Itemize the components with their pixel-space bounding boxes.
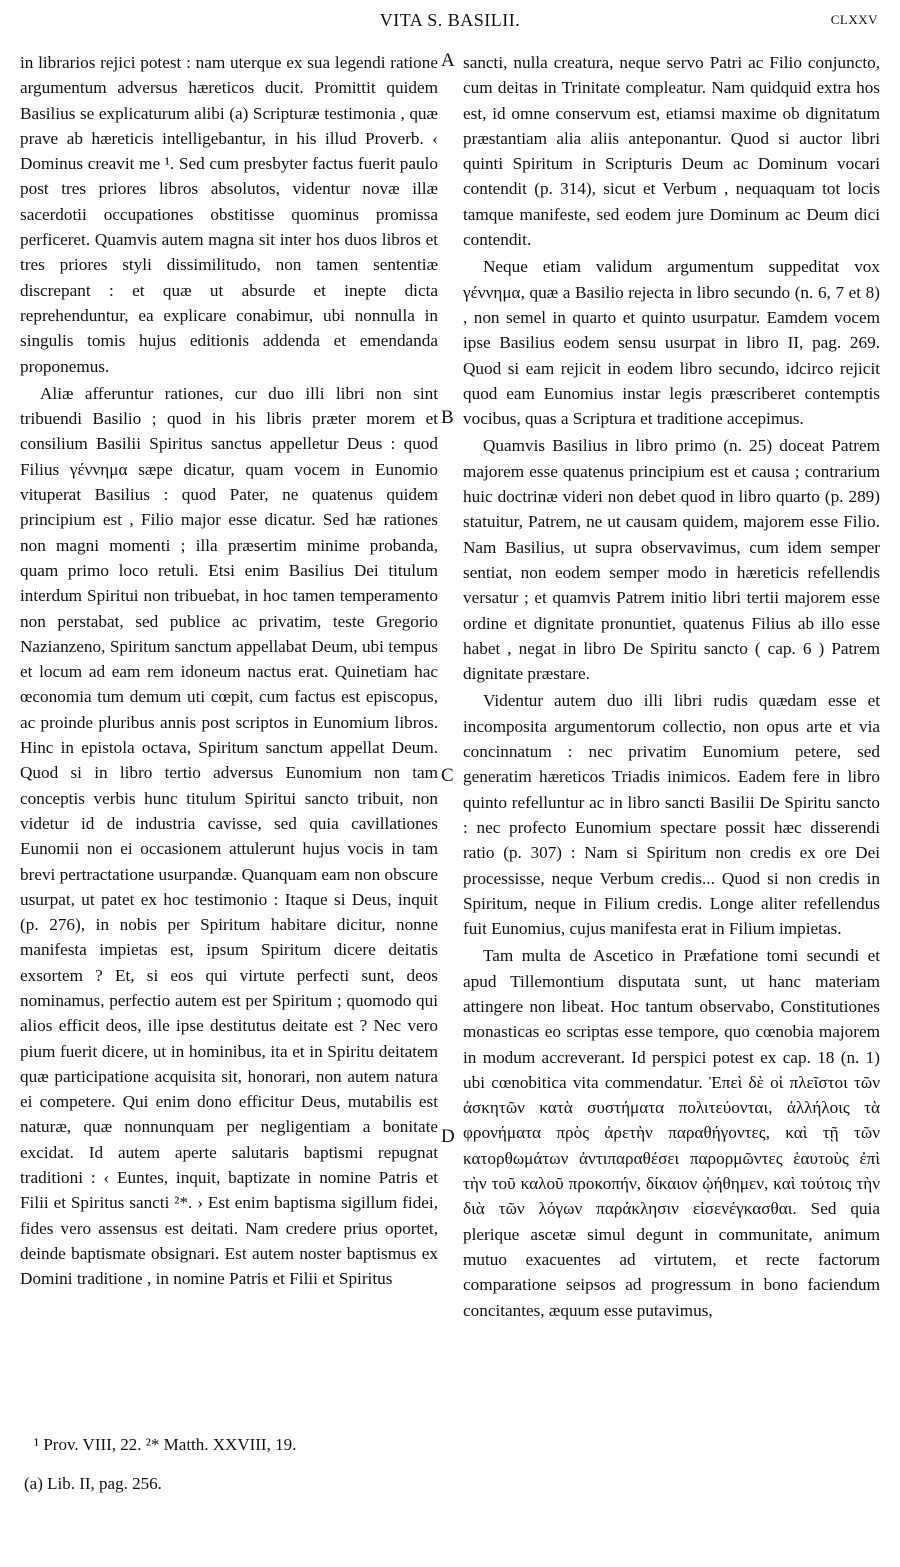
footnote-references: ¹ Prov. VIII, 22. ²* Matth. XXVIII, 19. [34,1435,297,1454]
paragraph: Videntur autem duo illi libri rudis quædam esse et incomposita argumentorum collectio, non opus arte et via concinnatum : nec privatim Eunomium petere, sed generatim hæreticos Triadis inimicos. Eadem fere in libro quinto refelluntur ac in libro sancti Basilii De Spiritu sancto : nec profecto Eunomium spectare possit hæc disserendi ratio (p. 307) : Nam si Spiritum non credis ex ore Dei processisse, neque Verbum credis... Quod si non credis in Spiritum, neque in Filium credis. Longe aliter refellendus fuit Eunomius, cujus manifesta erat in Filium impietas. [463,691,880,939]
margin-marker-a: A [441,50,455,71]
paragraph: Neque etiam validum argumentum suppeditat vox γέννημα, quæ a Basilio rejecta in libro secundo (n. 6, 7 et 8) , non semel in quarto et quinto usurpatur. Eamdem vocem ipse Basilius eodem sensu usurpat in libro II, pag. 269. Quod si eam rejicit in eodem libro secundo, idcirco rejicit quod eam Eunomius instar legis præscriberet contemptis vocibus, quas a Scriptura et traditione accepimus. [463,257,880,429]
page-header [0,0,900,40]
margin-marker-d: D [441,1126,455,1147]
paragraph: in librarios rejici potest : nam uterque ex sua legendi ratione argumentum adversus hæreticos ducit. Promittit quidem Basilius se explicaturum alibi (a) Scripturæ testimonia , quæ prave ab hæreticis intelligebantur, in his illud Proverb. ‹ Dominus creavit me ¹. Sed cum presbyter factus fuerit paulo post tres priores libros absolutos, videntur novæ illæ sacerdotii occupationes obstitisse quominus promissa perficeret. Quamvis autem magna sit inter hos duos libros et tres priores styli dissimilitudo, non tamen sententiæ discrepant : et quæ ut absurde et inepte dicta reprehenduntur, ea explicare conabimur, ubi nonnulla in singulis tomis hujus editionis addenda et emendanda proponemus. [20,53,438,376]
running-title: VITA S. BASILII. [379,10,521,30]
folio-number: CLXXV [830,12,878,27]
paragraph: Quamvis Basilius in libro primo (n. 25) doceat Patrem majorem esse quatenus principium est et causa ; contrarium huic doctrinæ videri non debet quod in libro quarto (p. 289) statuitur, Patrem, ne ut causam quidem, majorem esse Filio. Nam Basilius, ut supra observavimus, cum idem semper sentiat, non eodem semper modo in hæreticis refellendis versatur ; et quamvis Patrem initio libri tertii majorem esse ordine et dignitate pronuntiet, quatenus Filius ab illo esse habet , negat in libro De Spiritu sancto ( cap. 6 ) Patrem dignitate præstare. [463,436,880,684]
margin-marker-c: C [441,765,454,786]
margin-marker-b: B [441,407,454,428]
footnote-source: (a) Lib. II, pag. 256. [24,1474,162,1493]
paragraph: sancti, nulla creatura, neque servo Patri ac Filio conjuncto, cum deitas in Trinitate compleatur. Nam quidquid extra hos est, id omne conservum est, etiamsi maxime ob dignitatum præstantiam alia aliis anteponantur. Quod si auctor libri quinti Spiritum in Scripturis Deum ac Dominum vocari contendit (p. 314), sicut et Verbum , nequaquam tot locis tamque manifeste, sed eodem jure Dominum ac Deum dici contendit. [463,53,880,250]
right-column [463,50,880,1323]
paragraph: Tam multa de Ascetico in Præfatione tomi secundi et apud Tillemontium disputata sunt, ut hanc materiam attingere non libeat. Hoc tantum observabo, Constitutiones monasticas eo scriptas esse tempore, quo cœnobia majorem in modum accreverant. Id perspici potest ex cap. 18 (n. 1) ubi cœnobitica vita commendatur. Ἐπεὶ δὲ οἱ πλεῖστοι τῶν ἀσκητῶν κατὰ συστήματα πολιτεύονται, ἀλλήλοις τὰ φρονήματα πρὸς ἀρετὴν παραθήγοντες, καὶ τῇ τῶν κατορθωμάτων ἀντιπαραθέσει παρορμῶντες ἑαυτοὺς ἐπὶ τὴν τοῦ καλοῦ προκοπήν, δίκαιον ᾠήθημεν, καὶ τούτοις τὴν διὰ τῶν λόγων παράκλησιν εἰσενέγκασθαι. Sed quia plerique ascetæ simul degunt in communitate, animum mutuo exacuentes ad virtutem, et recte factorum comparatione seipsos ad progressum in bono faciendum concitantes, æquum esse putavimus, [463,946,880,1320]
paragraph: Aliæ afferuntur rationes, cur duo illi libri non sint tribuendi Basilio ; quod in his libris præter morem et consilium Basilii Spiritus sanctus appelletur Deus : quod Filius γέννημα sæpe dicatur, quam vocem in Eunomio vituperat Basilius : quod Pater, ne quatenus quidem principium est , Filio major esse dicatur. Sed hæ rationes non magni momenti ; illa præsertim minime probanda, quam primo loco retuli. Etsi enim Basilius Dei titulum interdum Spiritui non tribuebat, in hoc tamen temperamento non perstabat, sed publice ac privatim, teste Gregorio Nazianzeno, Spiritum sanctum appellabat Deum, ubi tempus et locum ad eam rem idoneum nactus erat. Quinetiam hac œconomia tum demum uti cœpit, cum factus est episcopus, ac proinde pluribus annis post scriptos in Eunomium libros. Hinc in epistola octava, Spiritum sanctum appellat Deum. Quod si in libro tertio adversus Eunomium non tam conceptis verbis hunc titulum Spiritui sancto tribuit, non videtur id de industria cavisse, sed quia cavillationes Eunomii non ei occasionem attulerunt hujus vocis in tam brevi pertractatione usurpandæ. Quanquam eam non obscure usurpat, ut patet ex hoc testimonio : Itaque si Deus, inquit (p. 276), in nobis per Spiritum habitare dicitur, nonne manifesta impietas est, ipsum Spiritum dicere deitatis exsortem ? Et, si eos qui virtute perfecti sunt, deos nominamus, perfectio autem est per Spiritum ; quomodo qui alios efficit deos, ille ipse destitutus deitate est ? Nec vero pium fuerit dicere, ut in hominibus, ita et in Spiritu deitatem quæ participatione acquisita sit, honorari, non autem natura ei competere. Qui enim dono efficitur Deus, mutabilis est naturæ, quæ nonnunquam per negligentiam a bonitate excidat. Id autem aperte salutaris baptismi repugnat traditioni : ‹ Euntes, inquit, baptizate in nomine Patris et Filii et Spiritus sancti ²*. › Est enim baptisma sigillum fidei, fides vero assensus est deitati. Nam credere prius oportet, deinde baptismate obsignari. Est autem noster baptismus ex Domini traditione , in nomine Patris et Filii et Spiritus [20,383,438,1289]
left-column [20,50,438,1292]
footnotes [24,1432,297,1496]
